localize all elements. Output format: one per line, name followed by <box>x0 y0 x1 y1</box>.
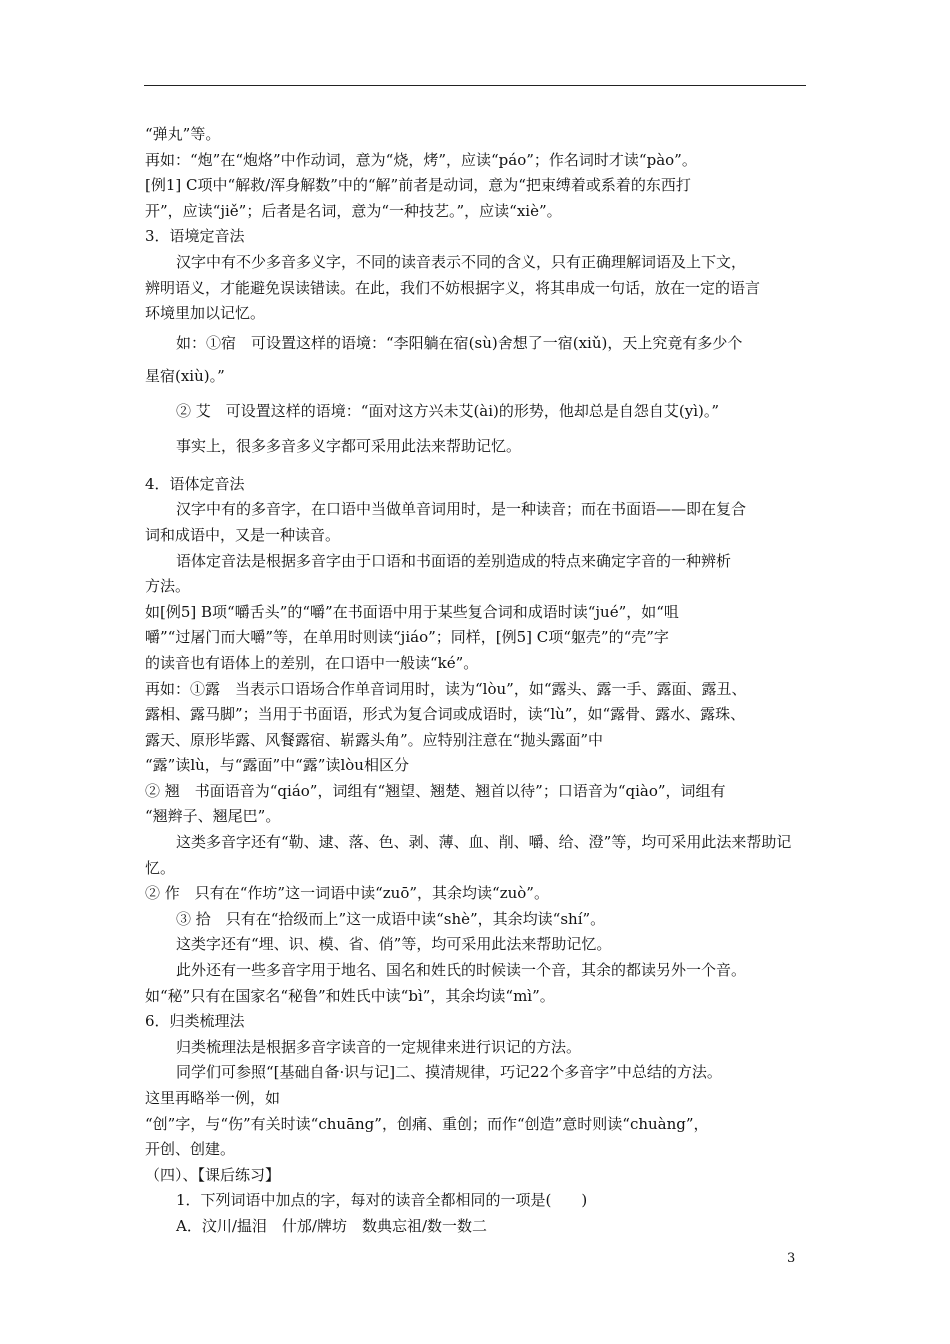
text-line: 这类多音字还有“勒、逮、落、色、剥、薄、血、削、嚼、给、澄”等，均可采用此法来帮助记 <box>176 833 792 852</box>
text-line: 汉字中有不少多音多义字，不同的读音表示不同的含义，只有正确理解词语及上下文， <box>176 252 747 271</box>
text-line: 此外还有一些多音字用于地名、国名和姓氏的时候读一个音，其余的都读另外一个音。 <box>176 961 747 980</box>
text-line: 再如：①露 当表示口语场合作单音词用时，读为“lòu”，如“露头、露一手、露面、露丑、 <box>145 679 747 698</box>
text-line: 星宿(xiù)。” <box>145 366 225 385</box>
section-heading: 6．归类梳理法 <box>145 1012 245 1031</box>
text-line: 露天、原形毕露、风餐露宿、崭露头角”。应特别注意在“抛头露面”中 <box>145 730 604 749</box>
text-line: 方法。 <box>145 577 191 596</box>
text-line: “翘辫子、翘尾巴”。 <box>145 807 281 826</box>
text-line: ② 翘 书面语音为“qiáo”，词组有“翘望、翘楚、翘首以待”；口语音为“qiào”，词组有 <box>145 781 726 800</box>
section-heading: 3．语境定音法 <box>145 227 245 246</box>
text-line: 如：①宿 可设置这样的语境：“李阳躺在宿(sù)舍想了一宿(xiǔ)，天上究竟有多少个 <box>176 333 743 352</box>
text-line: 如“秘”只有在国家名“秘鲁”和姓氏中读“bì”，其余均读“mì”。 <box>145 986 555 1005</box>
text-line: 开”，应读“jiě”；后者是名词，意为“一种技艺。”，应读“xiè”。 <box>145 201 562 220</box>
text-line: ② 艾 可设置这样的语境：“面对这方兴未艾(ài)的形势，他却总是自怨自艾(yì)。” <box>176 401 720 420</box>
question-text: 1．下列词语中加点的字，每对的读音全都相同的一项是( ) <box>176 1191 588 1210</box>
text-line: 事实上，很多多音多义字都可采用此法来帮助记忆。 <box>176 436 522 455</box>
text-line: “创”字，与“伤”有关时读“chuāng”，创痛、重创；而作“创造”意时则读“chuàng”， <box>145 1114 709 1133</box>
text-line: [例1] C项中“解救/浑身解数”中的“解”前者是动词，意为“把束缚着或系着的东西打 <box>145 176 691 195</box>
text-line: 的读音也有语体上的差别，在口语中一般读“ké”。 <box>145 653 479 672</box>
text-line: 这里再略举一例，如 <box>145 1089 281 1107</box>
text-line: ③ 拾 只有在“拾级而上”这一成语中读“shè”，其余均读“shí”。 <box>176 909 606 928</box>
text-line: “露”读lù，与“露面”中“露”读lòu相区分 <box>145 756 409 775</box>
document-body <box>145 122 810 1240</box>
text-line: “弹丸”等。 <box>145 125 221 143</box>
text-line: ② 作 只有在“作坊”这一词语中读“zuō”，其余均读“zuò”。 <box>145 884 549 903</box>
text-line: 词和成语中，又是一种读音。 <box>145 525 341 544</box>
text-line: 开创、创建。 <box>145 1140 236 1159</box>
text-line: 如[例5] B项“嚼舌头”的“嚼”在书面语中用于某些复合词和成语时读“jué”，如“咀 <box>145 602 679 621</box>
text-line: 环境里加以记忆。 <box>145 304 266 323</box>
text-line: 辨明语义，才能避免误读错读。在此，我们不妨根据字义，将其串成一句话，放在一定的语言 <box>145 278 761 297</box>
text-line: 汉字中有的多音字，在口语中当做单音词用时，是一种读音；而在书面语——即在复合 <box>176 500 747 519</box>
section-heading: 4．语体定音法 <box>145 474 245 493</box>
text-line: 语体定音法是根据多音字由于口语和书面语的差别造成的特点来确定字音的一种辨析 <box>176 551 732 570</box>
text-line: 这类字还有“埋、识、模、省、俏”等，均可采用此法来帮助记忆。 <box>176 935 612 954</box>
header-rule <box>144 85 806 86</box>
text-line: 露相、露马脚”；当用于书面语，形式为复合词或成语时，读“lù”，如“露骨、露水、露珠、 <box>145 705 746 724</box>
section-heading: （四）、【课后练习】 <box>145 1165 281 1184</box>
text-line: 归类梳理法是根据多音字读音的一定规律来进行识记的方法。 <box>176 1037 582 1056</box>
text-line: 再如：“炮”在“炮烙”中作动词，意为“烧，烤”，应读“páo”；作名词时才读“pào”。 <box>145 150 697 169</box>
text-line: 同学们可参照“[基础自备·识与记]二、摸清规律，巧记22个多音字”中总结的方法。 <box>176 1063 722 1082</box>
text-line: 忆。 <box>145 858 176 877</box>
text-line: 嚼”“过屠门而大嚼”等，在单用时则读“jiáo”；同样，[例5] C项“躯壳”的“壳”字 <box>145 628 669 647</box>
question-option: A．汶川/揾泪 什邡/牌坊 数典忘祖/数一数二 <box>176 1216 487 1235</box>
page-number: 3 <box>787 1251 796 1266</box>
